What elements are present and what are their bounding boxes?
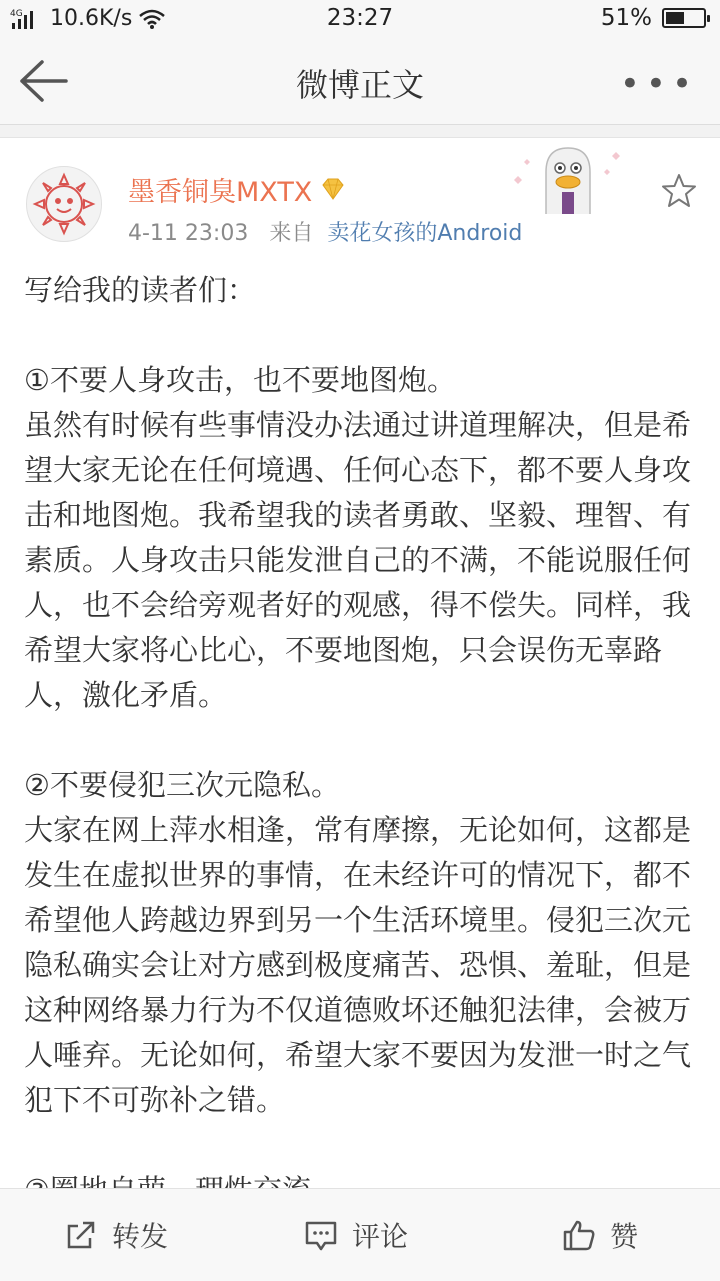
username[interactable] <box>128 170 348 209</box>
post-meta <box>128 216 522 247</box>
thumbs-up-icon <box>562 1218 596 1252</box>
like-label: 赞 <box>610 1220 639 1253</box>
star-icon[interactable] <box>660 172 698 210</box>
svg-text:4G: 4G <box>10 8 23 19</box>
status-time: 23:27 <box>326 5 394 31</box>
comment-label: 评论 <box>352 1220 409 1253</box>
duck-sticker-icon <box>500 140 630 214</box>
source-prefix: 来自 <box>269 221 314 246</box>
post-timestamp: 4-11 23:03 <box>128 221 249 246</box>
like-button[interactable] <box>562 1189 638 1281</box>
page-title: 微博正文 <box>295 66 424 104</box>
network-speed: 10.6K/s <box>50 6 133 31</box>
sun-avatar-icon <box>27 167 101 241</box>
blank-line <box>24 1123 704 1168</box>
post-paragraph: 大家在网上萍水相逢，常有摩擦，无论如何，这都是发生在虚拟世界的事情，在未经许可的情况下，都不希望他人跨越边界到另一个生活环境里。侵犯三次元隐私确实会让对方感到极度痛苦、恐惧、羞耻，但是这种网络暴力行为不仅道德败坏还触犯法律，会被万人唾弃。无论如何，希望大家不要因为发泄一时之气犯下不可弥补之错。 <box>24 813 692 1117</box>
comment-icon <box>304 1218 338 1252</box>
post-paragraph: ②不要侵犯三次元隐私。 <box>24 768 340 802</box>
divider <box>0 125 720 138</box>
vip-diamond-icon <box>318 175 348 205</box>
more-options-icon[interactable]: ••• <box>619 64 698 104</box>
battery-level <box>666 12 684 24</box>
status-right <box>601 5 706 31</box>
source-link[interactable]: 卖花女孩的Android <box>327 221 523 246</box>
title-bar <box>0 38 720 125</box>
blank-line <box>24 718 704 763</box>
battery-percent: 51% <box>600 5 652 31</box>
post-paragraph: ①不要人身攻击，也不要地图炮。 <box>24 363 456 397</box>
post-paragraph: 写给我的读者们： <box>24 273 257 307</box>
comment-button[interactable] <box>304 1189 408 1281</box>
status-bar <box>0 0 720 38</box>
battery-icon <box>662 8 706 28</box>
action-bar <box>0 1188 720 1281</box>
repost-button[interactable] <box>64 1189 168 1281</box>
avatar[interactable] <box>26 166 102 242</box>
post-content <box>24 268 704 1188</box>
blank-line <box>24 313 704 358</box>
username-text[interactable]: 墨香铜臭MXTX <box>128 177 313 208</box>
repost-icon <box>64 1218 98 1252</box>
repost-label: 转发 <box>112 1220 169 1253</box>
post-paragraph: 虽然有时候有些事情没办法通过讲道理解决，但是希望大家无论在任何境遇、任何心态下，都不要人身攻击和地图炮。我希望我的读者勇敢、坚毅、理智、有素质。人身攻击只能发泄自己的不满，不能说服任何人，也不会给旁观者好的观感，得不偿失。同样，我希望大家将心比心，不要地图炮，只会误伤无辜路人，激化矛盾。 <box>24 408 692 712</box>
